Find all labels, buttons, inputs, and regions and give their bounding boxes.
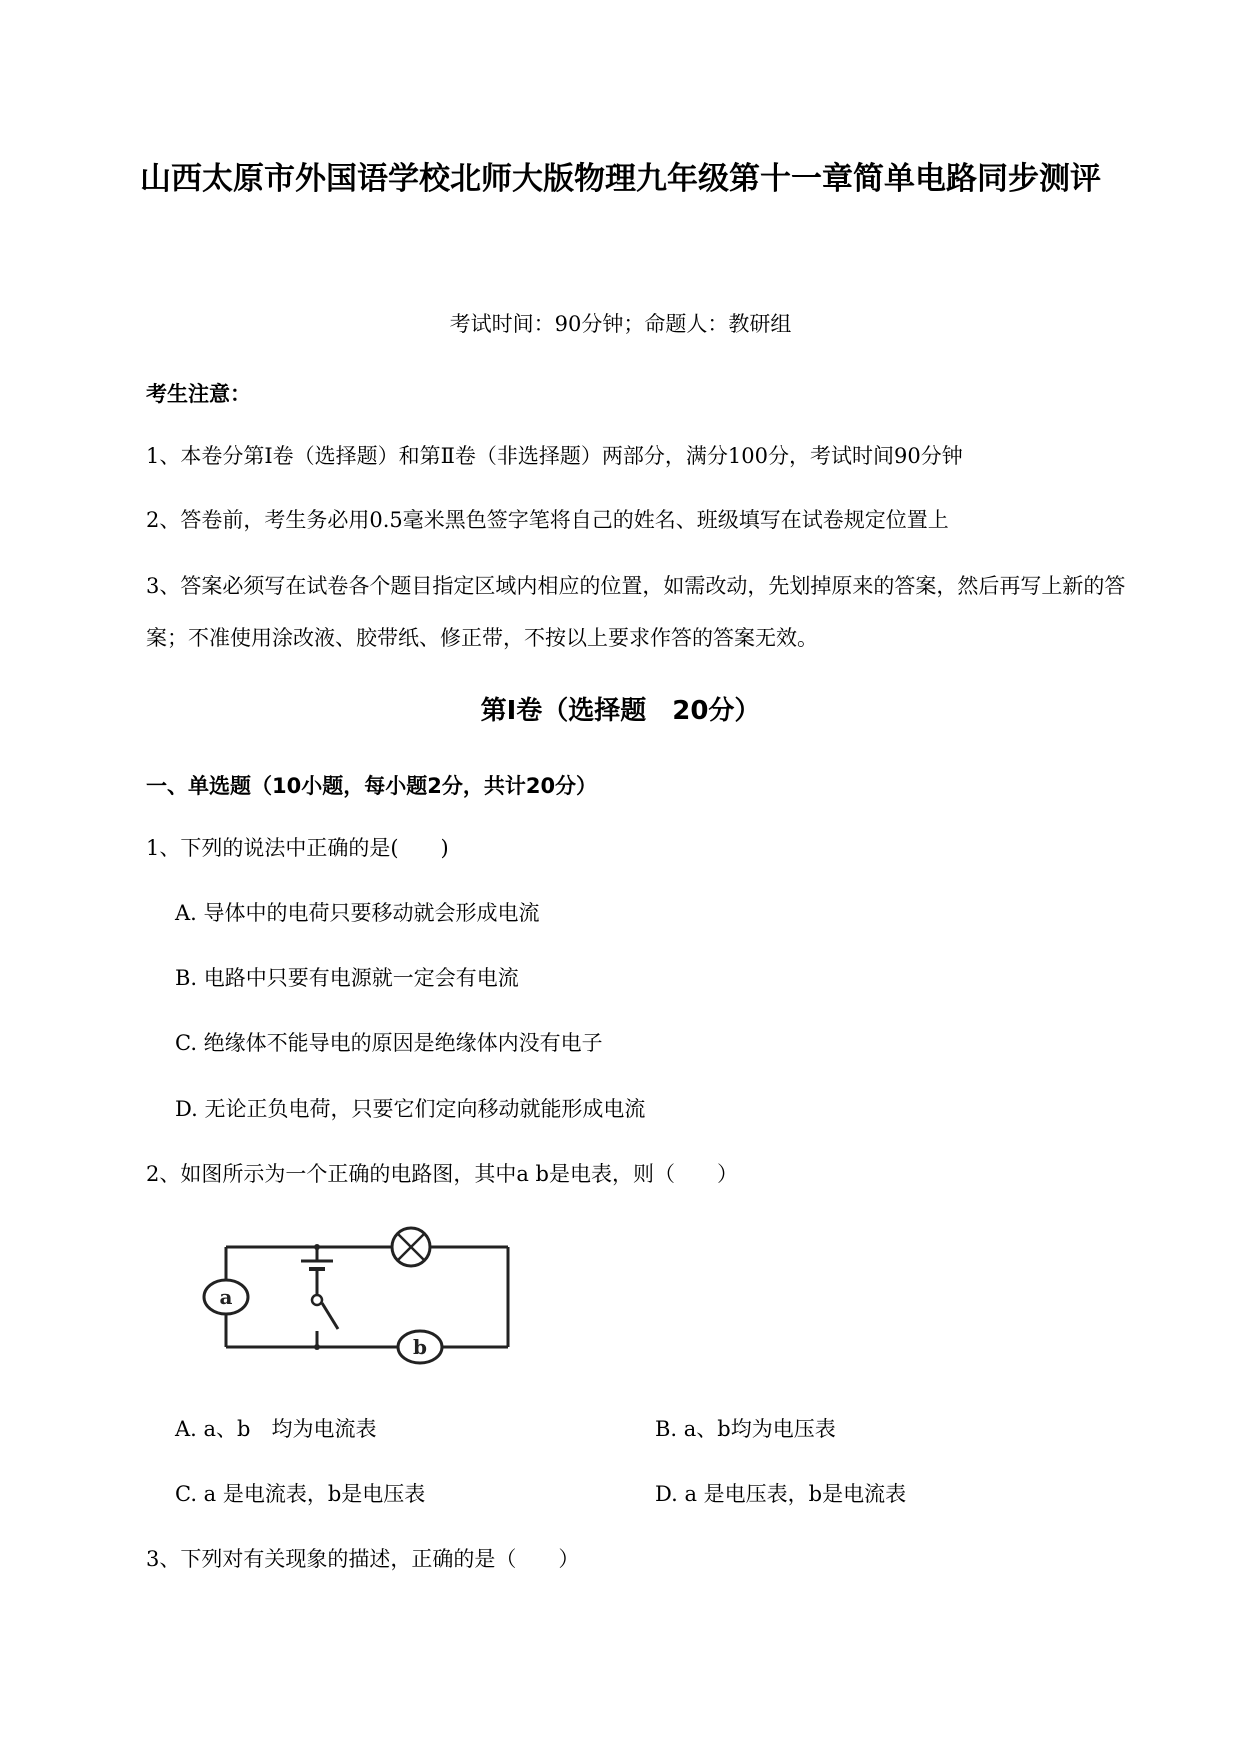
notice-item-1: 1、本卷分第I卷（选择题）和第Ⅱ卷（非选择题）两部分，满分100分，考试时间90分钟 — [146, 444, 963, 468]
question-1-stem: 1、下列的说法中正确的是( ) — [146, 836, 449, 860]
meter-a-label: a — [219, 1285, 233, 1309]
question-1-option-c: C. 绝缘体不能导电的原因是绝缘体内没有电子 — [175, 1031, 603, 1055]
question-2-option-a: A. a、b 均为电流表 — [175, 1417, 377, 1441]
notice-heading: 考生注意： — [146, 382, 251, 406]
question-2-option-b: B. a、b均为电压表 — [655, 1417, 836, 1441]
question-1-option-a: A. 导体中的电荷只要移动就会形成电流 — [175, 901, 540, 925]
question-3-stem: 3、下列对有关现象的描述，正确的是（ ） — [146, 1547, 580, 1571]
notice-item-3: 3、答案必须写在试卷各个题目指定区域内相应的位置，如需改动，先划掉原来的答案，然后再写上新的答案；不准使用涂改液、胶带纸、修正带，不按以上要求作答的答案无效。 — [146, 574, 1126, 650]
question-1-option-d: D. 无论正负电荷，只要它们定向移动就能形成电流 — [175, 1097, 646, 1121]
part-heading: 一、单选题（10小题，每小题2分，共计20分） — [146, 774, 598, 798]
question-2-option-d: D. a 是电压表，b是电流表 — [655, 1482, 907, 1506]
lamp-icon — [392, 1228, 430, 1266]
question-1-option-b: B. 电路中只要有电源就一定会有电流 — [175, 966, 519, 990]
document-title: 山西太原市外国语学校北师大版物理九年级第十一章简单电路同步测评 — [140, 161, 1101, 197]
battery-icon — [301, 1261, 333, 1269]
question-2-stem: 2、如图所示为一个正确的电路图，其中a b是电表，则（ ） — [146, 1162, 738, 1186]
notice-item-2: 2、答卷前，考生务必用0.5毫米黑色签字笔将自己的姓名、班级填写在试卷规定位置上 — [146, 508, 949, 532]
exam-info: 考试时间：90分钟；命题人：教研组 — [449, 312, 792, 336]
switch-icon — [312, 1295, 322, 1305]
meter-b-label: b — [413, 1335, 427, 1359]
section-title: 第I卷（选择题 20分） — [480, 696, 761, 726]
question-2-option-c: C. a 是电流表，b是电压表 — [175, 1482, 426, 1506]
circuit-diagram — [190, 1225, 530, 1375]
